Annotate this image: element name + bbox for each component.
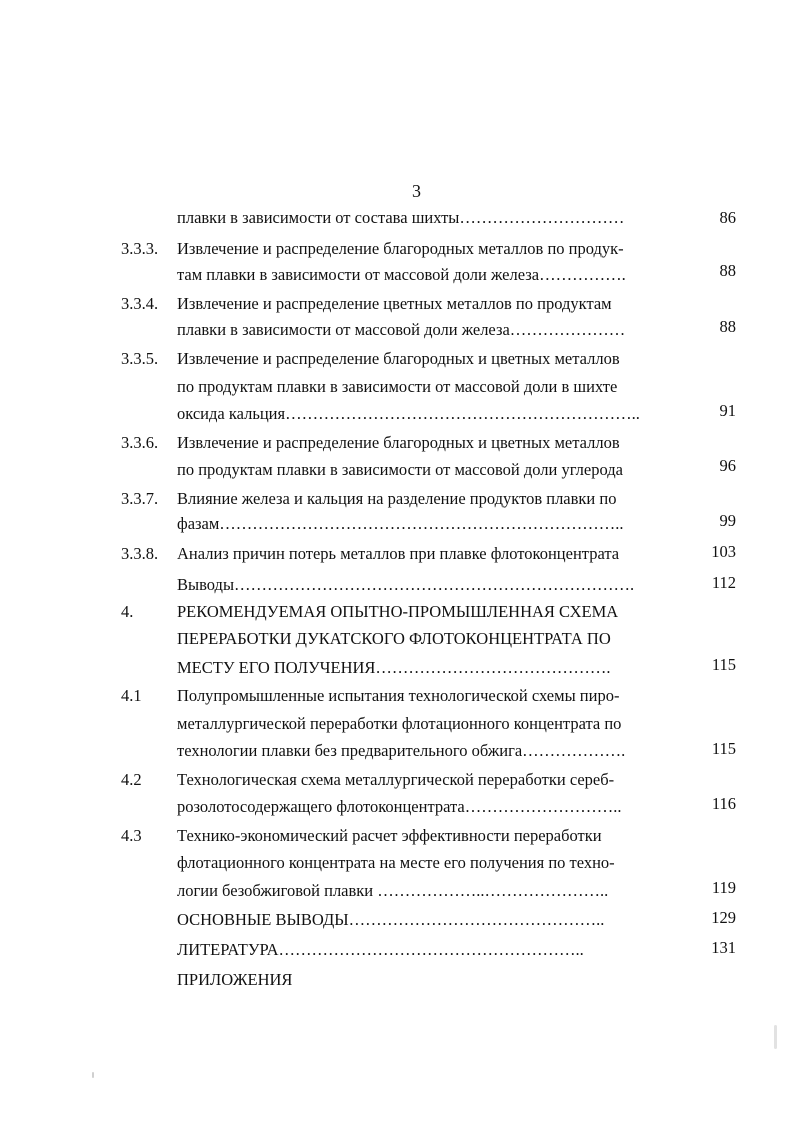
- toc-entry-text: ПЕРЕРАБОТКИ ДУКАТСКОГО ФЛОТОКОНЦЕНТРАТА ПО: [177, 629, 611, 648]
- toc-entry-text: Полупромышленные испытания технологической схемы пиро-: [177, 686, 620, 705]
- toc-entry-text: МЕСТУ ЕГО ПОЛУЧЕНИЯ…………………………………….: [177, 658, 611, 677]
- page-number: 3: [412, 181, 421, 201]
- toc-entry-text: по продуктам плавки в зависимости от массовой доли углерода: [177, 460, 623, 479]
- toc-entry-text: Технико-экономический расчет эффективности переработки: [177, 826, 602, 845]
- toc-entry-page: 112: [711, 573, 736, 592]
- toc-entry-number: 4.3: [121, 826, 142, 845]
- toc-entry-text: там плавки в зависимости от массовой доли железа…………….: [177, 265, 626, 284]
- toc-entry-page: 103: [711, 542, 736, 561]
- toc-entry-number: 3.3.5.: [121, 349, 159, 368]
- toc-entry-page: 131: [711, 938, 736, 957]
- toc-entry-text: флотационного концентрата на месте его получения по техно-: [177, 853, 615, 872]
- toc-entry-number: 3.3.4.: [121, 294, 159, 313]
- toc-entry-page: 116: [711, 794, 736, 813]
- toc-entry-text: Выводы……………………………………………………………….: [177, 575, 635, 594]
- toc-entry-text: ПРИЛОЖЕНИЯ: [177, 970, 293, 989]
- scan-speck: [92, 1072, 94, 1078]
- toc-entry-page: 99: [719, 511, 736, 530]
- toc-entry-text: Извлечение и распределение цветных металлов по продуктам: [177, 294, 612, 313]
- toc-entry-text: Извлечение и распределение благородных и цветных металлов: [177, 349, 620, 368]
- toc-entry-number: 4.1: [121, 686, 142, 705]
- toc-entry-page: 91: [719, 401, 736, 420]
- toc-entry-text: розолотосодержащего флотоконцентрата………………………..: [177, 797, 622, 816]
- toc-entry-text: технологии плавки без предварительного обжига……………….: [177, 741, 626, 760]
- toc-entry-page: 115: [711, 655, 736, 674]
- toc-entry-text: фазам………………………………………………………………..: [177, 514, 624, 533]
- toc-entry-text: плавки в зависимости от массовой доли железа…………………: [177, 320, 626, 339]
- toc-entry-page: 88: [719, 317, 736, 336]
- toc-entry-page: 119: [711, 878, 736, 897]
- toc-entry-text: металлургической переработки флотационного концентрата по: [177, 714, 622, 733]
- toc-entry-number: 3.3.8.: [121, 544, 159, 563]
- toc-entry-number: 4.: [121, 602, 134, 621]
- toc-entry-page: 96: [719, 456, 736, 475]
- toc-entry-page: 129: [711, 908, 736, 927]
- toc-entry-text: Влияние железа и кальция на разделение продуктов плавки по: [177, 489, 617, 508]
- toc-entry-text: ОСНОВНЫЕ ВЫВОДЫ………………………………………..: [177, 910, 605, 929]
- toc-entry-text: РЕКОМЕНДУЕМАЯ ОПЫТНО-ПРОМЫШЛЕННАЯ СХЕМА: [177, 602, 619, 621]
- toc-entry-text: Извлечение и распределение благородных металлов по продук-: [177, 239, 624, 258]
- toc-entry-text: Анализ причин потерь металлов при плавке флотоконцентрата: [177, 544, 620, 563]
- toc-entry-text: плавки в зависимости от состава шихты…………………………: [177, 208, 625, 227]
- toc-entry-number: 3.3.3.: [121, 239, 159, 258]
- toc-entry-text: логии безобжиговой плавки ………………..…………………..: [177, 881, 609, 900]
- scan-speck: [774, 1025, 777, 1049]
- toc-entry-page: 88: [719, 261, 736, 280]
- toc-entry-text: Технологическая схема металлургической переработки сереб-: [177, 770, 615, 789]
- toc-entry-number: 4.2: [121, 770, 142, 789]
- toc-entry-text: оксида кальция………………………………………………………..: [177, 404, 640, 423]
- toc-entry-text: ЛИТЕРАТУРА………………………………………………..: [177, 940, 584, 959]
- toc-entry-number: 3.3.7.: [121, 489, 159, 508]
- toc-entry-text: по продуктам плавки в зависимости от массовой доли в шихте: [177, 377, 618, 396]
- toc-entry-page: 115: [711, 739, 736, 758]
- toc-entry-text: Извлечение и распределение благородных и цветных металлов: [177, 433, 620, 452]
- toc-entry-number: 3.3.6.: [121, 433, 159, 452]
- toc-entry-page: 86: [719, 208, 736, 227]
